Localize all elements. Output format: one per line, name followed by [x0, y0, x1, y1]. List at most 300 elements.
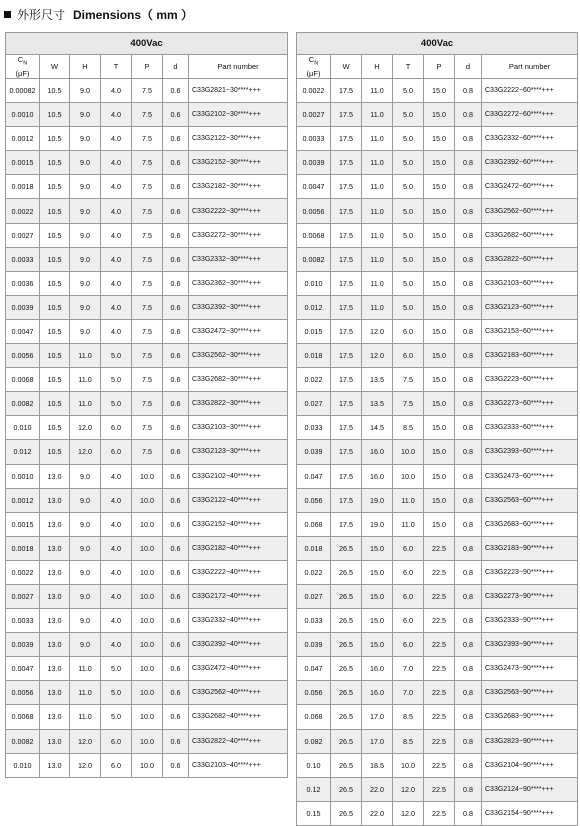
cell-part-number: C33G2103−60****+++ [482, 271, 578, 295]
cell-capacitance: 0.0027 [6, 584, 40, 608]
cell-capacitance: 0.015 [297, 319, 331, 343]
cell-p: 7.5 [132, 103, 163, 127]
cell-d: 0.6 [163, 560, 189, 584]
cell-w: 10.5 [40, 416, 70, 440]
cell-h: 9.0 [70, 247, 101, 271]
cell-t: 5.0 [101, 392, 132, 416]
cell-w: 17.5 [331, 151, 362, 175]
cell-h: 9.0 [70, 633, 101, 657]
cell-d: 0.8 [455, 536, 482, 560]
cell-d: 0.6 [163, 127, 189, 151]
cell-p: 15.0 [424, 199, 455, 223]
cell-part-number: C33G2392−40****+++ [189, 633, 288, 657]
cell-w: 17.5 [331, 368, 362, 392]
cell-t: 8.5 [393, 729, 424, 753]
cell-p: 10.0 [132, 705, 163, 729]
cell-t: 5.0 [393, 103, 424, 127]
cell-t: 6.0 [101, 440, 132, 464]
cell-p: 7.5 [132, 416, 163, 440]
cell-p: 10.0 [132, 729, 163, 753]
table-row [6, 103, 288, 127]
cell-t: 4.0 [101, 633, 132, 657]
cell-w: 13.0 [40, 753, 70, 777]
cell-part-number: C33G2172−40****+++ [189, 584, 288, 608]
cell-h: 12.0 [70, 440, 101, 464]
cell-p: 7.5 [132, 319, 163, 343]
cell-capacitance: 0.0022 [6, 560, 40, 584]
cell-part-number: C33G2332−30****+++ [189, 247, 288, 271]
cell-h: 11.0 [362, 223, 393, 247]
cell-part-number: C33G2122−30****+++ [189, 127, 288, 151]
table-row [297, 584, 578, 608]
table-row [297, 801, 578, 825]
table-row [6, 199, 288, 223]
cell-capacitance: 0.00082 [6, 79, 40, 103]
cell-w: 17.5 [331, 295, 362, 319]
cell-h: 9.0 [70, 271, 101, 295]
cell-t: 4.0 [101, 464, 132, 488]
cell-h: 9.0 [70, 560, 101, 584]
cell-d: 0.6 [163, 319, 189, 343]
cell-h: 9.0 [70, 584, 101, 608]
cell-p: 15.0 [424, 464, 455, 488]
cell-capacitance: 0.0027 [297, 103, 331, 127]
cell-capacitance: 0.0082 [6, 392, 40, 416]
cell-capacitance: 0.010 [6, 416, 40, 440]
cell-t: 5.0 [101, 344, 132, 368]
col-part-number: Part number [189, 55, 288, 79]
cell-capacitance: 0.0022 [6, 199, 40, 223]
table-row [6, 79, 288, 103]
cell-p: 7.5 [132, 344, 163, 368]
cell-capacitance: 0.0010 [6, 103, 40, 127]
black-square-icon [4, 11, 11, 18]
cell-part-number: C33G2821−30****+++ [189, 79, 288, 103]
cell-p: 7.5 [132, 295, 163, 319]
cell-w: 17.5 [331, 512, 362, 536]
cell-p: 22.5 [424, 536, 455, 560]
cell-d: 0.8 [455, 584, 482, 608]
cell-h: 11.0 [362, 295, 393, 319]
table-row [297, 633, 578, 657]
cell-p: 15.0 [424, 151, 455, 175]
cell-part-number: C33G2563−90****+++ [482, 681, 578, 705]
col-p: P [132, 55, 163, 79]
cell-part-number: C33G2472−40****+++ [189, 657, 288, 681]
cell-capacitance: 0.0018 [6, 536, 40, 560]
cell-p: 22.5 [424, 753, 455, 777]
table-row [297, 512, 578, 536]
cell-p: 7.5 [132, 127, 163, 151]
cell-h: 9.0 [70, 223, 101, 247]
table-row [297, 368, 578, 392]
cell-capacitance: 0.0015 [6, 151, 40, 175]
table-row [6, 657, 288, 681]
table-row [6, 609, 288, 633]
cell-w: 17.5 [331, 223, 362, 247]
cell-h: 11.0 [362, 127, 393, 151]
table-row [6, 151, 288, 175]
table-row [297, 416, 578, 440]
cell-t: 5.0 [393, 223, 424, 247]
cell-t: 11.0 [393, 488, 424, 512]
cell-part-number: C33G2123−30****+++ [189, 440, 288, 464]
cell-p: 15.0 [424, 488, 455, 512]
cell-part-number: C33G2332−40****+++ [189, 609, 288, 633]
cell-part-number: C33G2223−60****+++ [482, 368, 578, 392]
cell-part-number: C33G2562−60****+++ [482, 199, 578, 223]
cell-part-number: C33G2362−30****+++ [189, 271, 288, 295]
cell-h: 15.0 [362, 609, 393, 633]
cell-d: 0.8 [455, 633, 482, 657]
cell-d: 0.8 [455, 705, 482, 729]
cell-part-number: C33G2682−60****+++ [482, 223, 578, 247]
cell-w: 26.5 [331, 657, 362, 681]
table-row [297, 681, 578, 705]
cell-w: 17.5 [331, 488, 362, 512]
cell-capacitance: 0.027 [297, 392, 331, 416]
cell-h: 17.0 [362, 705, 393, 729]
table-row [297, 440, 578, 464]
cell-part-number: C33G2122−40****+++ [189, 488, 288, 512]
cell-d: 0.6 [163, 609, 189, 633]
cell-part-number: C33G2392−30****+++ [189, 295, 288, 319]
col-t: T [393, 55, 424, 79]
cell-w: 26.5 [331, 681, 362, 705]
cell-part-number: C33G2124−90****+++ [482, 777, 578, 801]
table-row [297, 536, 578, 560]
cell-w: 10.5 [40, 368, 70, 392]
cell-w: 26.5 [331, 536, 362, 560]
cell-h: 9.0 [70, 127, 101, 151]
cell-h: 11.0 [362, 151, 393, 175]
cell-w: 10.5 [40, 271, 70, 295]
cell-t: 6.0 [393, 536, 424, 560]
cell-d: 0.6 [163, 657, 189, 681]
cell-h: 9.0 [70, 151, 101, 175]
table-row [297, 657, 578, 681]
cell-h: 12.0 [70, 753, 101, 777]
cell-t: 10.0 [393, 464, 424, 488]
cell-w: 10.5 [40, 151, 70, 175]
cell-p: 10.0 [132, 536, 163, 560]
table-row [297, 392, 578, 416]
cell-d: 0.8 [455, 777, 482, 801]
cell-h: 9.0 [70, 295, 101, 319]
cell-d: 0.8 [455, 199, 482, 223]
cell-d: 0.8 [455, 319, 482, 343]
cell-t: 4.0 [101, 584, 132, 608]
cell-p: 10.0 [132, 512, 163, 536]
table-row [6, 175, 288, 199]
cell-w: 13.0 [40, 584, 70, 608]
cell-part-number: C33G2183−60****+++ [482, 344, 578, 368]
cell-w: 17.5 [331, 175, 362, 199]
cell-p: 22.5 [424, 681, 455, 705]
cell-t: 6.0 [101, 729, 132, 753]
cell-capacitance: 0.022 [297, 368, 331, 392]
cell-p: 15.0 [424, 103, 455, 127]
cell-capacitance: 0.0033 [6, 247, 40, 271]
cell-d: 0.8 [455, 127, 482, 151]
cell-t: 5.0 [393, 247, 424, 271]
cell-part-number: C33G2272−60****+++ [482, 103, 578, 127]
cell-part-number: C33G2333−90****+++ [482, 609, 578, 633]
title-chinese: 外形尺寸 [17, 7, 66, 22]
cell-p: 10.0 [132, 560, 163, 584]
cell-d: 0.8 [455, 681, 482, 705]
cell-part-number: C33G2822−40****+++ [189, 729, 288, 753]
cell-w: 17.5 [331, 392, 362, 416]
cell-h: 18.5 [362, 753, 393, 777]
cell-t: 8.5 [393, 705, 424, 729]
cell-h: 12.0 [70, 416, 101, 440]
col-capacitance: $C_N$ (μF) [6, 55, 40, 79]
cell-part-number: C33G2123−60****+++ [482, 295, 578, 319]
cell-p: 7.5 [132, 175, 163, 199]
cell-part-number: C33G2222−40****+++ [189, 560, 288, 584]
cell-p: 10.0 [132, 488, 163, 512]
title-english: Dimensions（ mm ） [73, 7, 194, 22]
cell-d: 0.6 [163, 681, 189, 705]
table-row [6, 464, 288, 488]
cell-capacitance: 0.039 [297, 440, 331, 464]
cell-capacitance: 0.0056 [297, 199, 331, 223]
cell-capacitance: 0.047 [297, 464, 331, 488]
cell-w: 10.5 [40, 199, 70, 223]
cell-t: 4.0 [101, 247, 132, 271]
cell-w: 13.0 [40, 512, 70, 536]
cell-p: 10.0 [132, 609, 163, 633]
cell-d: 0.6 [163, 271, 189, 295]
table-row [6, 223, 288, 247]
col-w: W [40, 55, 70, 79]
cell-h: 9.0 [70, 536, 101, 560]
cell-h: 9.0 [70, 319, 101, 343]
cell-d: 0.8 [455, 729, 482, 753]
cell-d: 0.8 [455, 175, 482, 199]
cell-part-number: C33G2332−60****+++ [482, 127, 578, 151]
cell-p: 7.5 [132, 223, 163, 247]
table-row [6, 753, 288, 777]
cell-w: 13.0 [40, 560, 70, 584]
cell-t: 6.0 [393, 560, 424, 584]
table-row [6, 368, 288, 392]
col-d: d [455, 55, 482, 79]
cell-capacitance: 0.0056 [6, 681, 40, 705]
cell-part-number: C33G2102−30****+++ [189, 103, 288, 127]
cell-part-number: C33G2393−60****+++ [482, 440, 578, 464]
cell-capacitance: 0.0033 [297, 127, 331, 151]
cell-t: 4.0 [101, 536, 132, 560]
cell-h: 9.0 [70, 79, 101, 103]
cell-capacitance: 0.0012 [6, 488, 40, 512]
cell-h: 15.0 [362, 633, 393, 657]
table-row [297, 103, 578, 127]
cell-d: 0.6 [163, 368, 189, 392]
cell-w: 13.0 [40, 705, 70, 729]
cell-p: 22.5 [424, 705, 455, 729]
table-row [297, 295, 578, 319]
cell-h: 9.0 [70, 103, 101, 127]
cell-capacitance: 0.056 [297, 681, 331, 705]
cell-capacitance: 0.0036 [6, 271, 40, 295]
cell-capacitance: 0.0068 [6, 368, 40, 392]
cell-t: 5.0 [393, 271, 424, 295]
cell-part-number: C33G2102−40****+++ [189, 464, 288, 488]
cell-part-number: C33G2682−40****+++ [189, 705, 288, 729]
cell-p: 22.5 [424, 633, 455, 657]
cell-h: 11.0 [70, 368, 101, 392]
dimensions-table-right [296, 32, 578, 826]
cell-p: 22.5 [424, 801, 455, 825]
cell-h: 11.0 [70, 344, 101, 368]
cell-d: 0.8 [455, 440, 482, 464]
cell-d: 0.6 [163, 536, 189, 560]
cell-p: 22.5 [424, 729, 455, 753]
cell-t: 10.0 [393, 440, 424, 464]
cell-d: 0.8 [455, 271, 482, 295]
cell-t: 4.0 [101, 127, 132, 151]
cell-d: 0.6 [163, 151, 189, 175]
cell-d: 0.8 [455, 223, 482, 247]
cell-capacitance: 0.10 [297, 753, 331, 777]
cell-capacitance: 0.012 [6, 440, 40, 464]
cell-capacitance: 0.0012 [6, 127, 40, 151]
cell-t: 12.0 [393, 801, 424, 825]
cell-h: 9.0 [70, 175, 101, 199]
cell-t: 8.5 [393, 416, 424, 440]
cell-p: 15.0 [424, 416, 455, 440]
cell-w: 26.5 [331, 584, 362, 608]
cell-w: 10.5 [40, 247, 70, 271]
cell-part-number: C33G2223−90****+++ [482, 560, 578, 584]
cell-part-number: C33G2822−30****+++ [189, 392, 288, 416]
cell-capacitance: 0.022 [297, 560, 331, 584]
cell-w: 13.0 [40, 464, 70, 488]
cell-h: 16.0 [362, 440, 393, 464]
cell-p: 7.5 [132, 271, 163, 295]
cell-h: 11.0 [362, 175, 393, 199]
cell-part-number: C33G2392−60****+++ [482, 151, 578, 175]
cell-t: 4.0 [101, 151, 132, 175]
cell-part-number: C33G2473−60****+++ [482, 464, 578, 488]
cell-p: 15.0 [424, 127, 455, 151]
cell-d: 0.8 [455, 103, 482, 127]
cell-capacitance: 0.0027 [6, 223, 40, 247]
cell-w: 26.5 [331, 777, 362, 801]
cell-w: 17.5 [331, 103, 362, 127]
cell-h: 11.0 [70, 705, 101, 729]
cell-p: 22.5 [424, 584, 455, 608]
cell-t: 7.0 [393, 657, 424, 681]
cell-d: 0.6 [163, 705, 189, 729]
cell-capacitance: 0.033 [297, 609, 331, 633]
cell-w: 17.5 [331, 464, 362, 488]
cell-t: 7.0 [393, 681, 424, 705]
cell-p: 7.5 [132, 440, 163, 464]
cell-p: 15.0 [424, 440, 455, 464]
cell-p: 15.0 [424, 79, 455, 103]
cell-part-number: C33G2822−60****+++ [482, 247, 578, 271]
cell-p: 15.0 [424, 247, 455, 271]
cell-h: 16.0 [362, 464, 393, 488]
cell-w: 26.5 [331, 729, 362, 753]
table-row [6, 344, 288, 368]
cell-w: 10.5 [40, 223, 70, 247]
table-row [6, 512, 288, 536]
table-row [297, 777, 578, 801]
cell-part-number: C33G2472−30****+++ [189, 319, 288, 343]
cell-w: 26.5 [331, 705, 362, 729]
cell-h: 22.0 [362, 801, 393, 825]
cell-capacitance: 0.0068 [6, 705, 40, 729]
table-row [6, 705, 288, 729]
cell-w: 10.5 [40, 440, 70, 464]
col-w: W [331, 55, 362, 79]
table-row [6, 247, 288, 271]
cell-t: 5.0 [393, 295, 424, 319]
cell-h: 9.0 [70, 464, 101, 488]
cell-t: 7.5 [393, 368, 424, 392]
cell-d: 0.6 [163, 416, 189, 440]
cell-capacitance: 0.0015 [6, 512, 40, 536]
cell-w: 10.5 [40, 319, 70, 343]
cell-d: 0.8 [455, 79, 482, 103]
cell-t: 4.0 [101, 79, 132, 103]
cell-d: 0.6 [163, 729, 189, 753]
cell-t: 6.0 [393, 609, 424, 633]
cell-part-number: C33G2182−30****+++ [189, 175, 288, 199]
cell-w: 10.5 [40, 344, 70, 368]
table-row [297, 753, 578, 777]
cell-part-number: C33G2562−40****+++ [189, 681, 288, 705]
cell-capacitance: 0.12 [297, 777, 331, 801]
cell-p: 7.5 [132, 199, 163, 223]
cell-h: 11.0 [362, 247, 393, 271]
page-title [4, 5, 193, 23]
table-row [297, 464, 578, 488]
cell-p: 10.0 [132, 753, 163, 777]
cell-t: 5.0 [101, 368, 132, 392]
cell-part-number: C33G2104−90****+++ [482, 753, 578, 777]
cell-capacitance: 0.0010 [6, 464, 40, 488]
cell-t: 4.0 [101, 488, 132, 512]
cell-w: 26.5 [331, 560, 362, 584]
cell-p: 7.5 [132, 392, 163, 416]
table-row [297, 560, 578, 584]
cell-t: 5.0 [393, 175, 424, 199]
voltage-header: 400Vac [297, 33, 578, 55]
cell-d: 0.8 [455, 657, 482, 681]
table-row [297, 271, 578, 295]
cell-capacitance: 0.010 [6, 753, 40, 777]
cell-capacitance: 0.0047 [6, 657, 40, 681]
col-d: d [163, 55, 189, 79]
cell-t: 4.0 [101, 319, 132, 343]
cell-h: 12.0 [362, 319, 393, 343]
table-row [297, 199, 578, 223]
dimensions-table-left [5, 32, 288, 778]
table-row [6, 729, 288, 753]
cell-capacitance: 0.0022 [297, 79, 331, 103]
cell-p: 10.0 [132, 584, 163, 608]
cell-capacitance: 0.068 [297, 705, 331, 729]
cell-t: 4.0 [101, 223, 132, 247]
table-row [297, 488, 578, 512]
cell-t: 11.0 [393, 512, 424, 536]
cell-h: 15.0 [362, 536, 393, 560]
